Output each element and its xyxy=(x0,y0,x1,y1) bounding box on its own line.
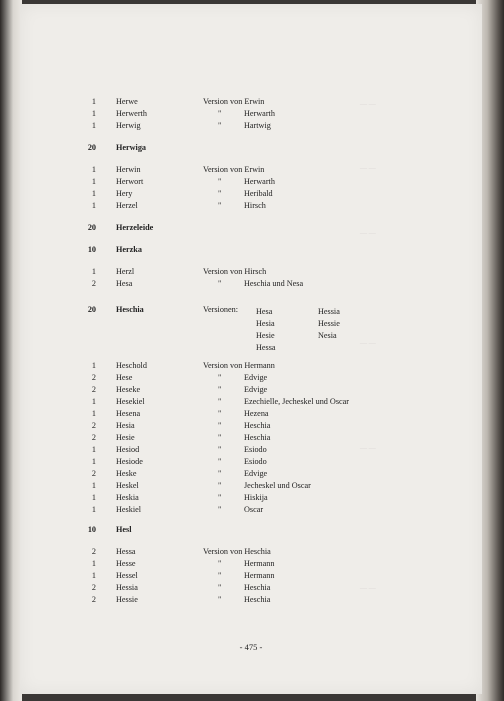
related-name: Heribald xyxy=(244,189,273,198)
related-name: Esiodo xyxy=(244,445,267,454)
ditto-mark: " xyxy=(218,421,222,430)
version-name: Nesia xyxy=(318,331,337,340)
entry-name: Herzeleide xyxy=(116,223,154,232)
entry-name: Hesiod xyxy=(116,445,140,454)
related-name: Hermann xyxy=(244,571,275,580)
related-name: Edvige xyxy=(244,469,268,478)
related-name: Hermann xyxy=(244,559,275,568)
frequency-number: 2 xyxy=(91,373,96,382)
ditto-mark: " xyxy=(218,189,222,198)
entry-name: Hessia xyxy=(116,583,138,592)
frequency-number: 10 xyxy=(87,245,96,254)
entry-name: Hesiode xyxy=(116,457,143,466)
entry-name: Herwig xyxy=(116,121,141,130)
version-note: Versionen: xyxy=(203,305,239,314)
related-name: Heschia xyxy=(244,583,271,592)
ditto-mark: " xyxy=(218,373,222,382)
entry-name: Herwiga xyxy=(116,143,147,152)
ditto-mark: " xyxy=(218,201,222,210)
version-note: Version von Hermann xyxy=(203,361,275,370)
ditto-mark: " xyxy=(218,409,222,418)
entry-name: Heschia xyxy=(116,305,144,314)
frequency-number: 20 xyxy=(87,223,96,232)
version-note: Version von Erwin xyxy=(203,97,265,106)
entry-name: Herwerth xyxy=(116,109,147,118)
entry-name: Heske xyxy=(116,469,137,478)
related-name: Esiodo xyxy=(244,457,267,466)
ditto-mark: " xyxy=(218,469,222,478)
entry-name: Hese xyxy=(116,373,133,382)
entry-name: Hesie xyxy=(116,433,135,442)
frequency-number: 10 xyxy=(87,525,96,534)
related-name: Heschia xyxy=(244,421,271,430)
frequency-number: 2 xyxy=(91,547,96,556)
book-page: — — — — — — — — — — — — 1 Herwe Version von Erwin 1 Herwerth " Herwarth 1 Herwig " Hartwig 20 Herwiga 1 Herwin Version von Erwin 1 Herwort " Herwarth 1 Hery " Heribald 1 Herzel " Hirsch 20 Herzeleide 10 Herzka 1 Herzl Version von Hirsch 2 Hesa " Heschia und Nesa 20 Heschia Versionen: 1 Heschold Version von Hermann 2 Hese " Edvige 2 Heseke " Edvige 1 Hesekiel " Ezechielle, Jecheskel und Oscar 1 Hesena " Hezena 2 Hesia " Heschia 2 Hesie " Heschia 1 Hesiod " Esiodo 1 Hesiode " Esiodo 2 Heske " Edvige 1 Heskel " Jecheskel und Oscar 1 Heskia " Hiskija 1 Heskiel " Oscar 10 Hesl 2 Hessa Version von Heschia 1 Hesse " Hermann 1 Hessel " Hermann 2 Hessia " Heschia 2 Hessie " Heschia Hesa Hessia Hesia Hessie Hesie Nesia Hessa - 475 - xyxy=(20,4,482,694)
frequency-number: 20 xyxy=(87,305,96,314)
entry-name: Hesl xyxy=(116,525,132,534)
ditto-mark: " xyxy=(218,583,222,592)
version-note: Version von Hirsch xyxy=(203,267,267,276)
entry-name: Hessel xyxy=(116,571,138,580)
frequency-number: 2 xyxy=(91,583,96,592)
version-name: Hesa xyxy=(256,307,273,316)
entry-name: Heseke xyxy=(116,385,141,394)
frequency-number: 1 xyxy=(91,97,96,106)
entry-name: Herzka xyxy=(116,245,142,254)
ditto-mark: " xyxy=(218,559,222,568)
related-name: Heschia und Nesa xyxy=(244,279,304,288)
related-name: Edvige xyxy=(244,373,268,382)
ditto-mark: " xyxy=(218,433,222,442)
frequency-number: 1 xyxy=(91,505,96,514)
ditto-mark: " xyxy=(218,397,222,406)
version-name: Hessa xyxy=(256,343,276,352)
frequency-number: 20 xyxy=(87,143,96,152)
related-name: Hartwig xyxy=(244,121,271,130)
ditto-mark: " xyxy=(218,595,222,604)
entry-name: Herzel xyxy=(116,201,138,210)
entry-name: Hesena xyxy=(116,409,141,418)
entry-name: Herwe xyxy=(116,97,138,106)
version-note: Version von Erwin xyxy=(203,165,265,174)
related-name: Hiskija xyxy=(244,493,268,502)
related-name: Herwarth xyxy=(244,177,275,186)
frequency-number: 2 xyxy=(91,421,96,430)
related-name: Heschia xyxy=(244,433,271,442)
frequency-number: 1 xyxy=(91,397,96,406)
frequency-number: 1 xyxy=(91,361,96,370)
ditto-mark: " xyxy=(218,109,222,118)
frequency-number: 1 xyxy=(91,481,96,490)
frequency-number: 1 xyxy=(91,189,96,198)
frequency-number: 1 xyxy=(91,121,96,130)
entry-name: Hesekiel xyxy=(116,397,145,406)
entry-name: Heskel xyxy=(116,481,139,490)
version-name: Hesia xyxy=(256,319,275,328)
ditto-mark: " xyxy=(218,121,222,130)
related-name: Heschia xyxy=(244,595,271,604)
page-number: - 475 - xyxy=(239,642,263,652)
entry-name: Hesia xyxy=(116,421,135,430)
entry-name: Heskia xyxy=(116,493,139,502)
related-name: Jecheskel und Oscar xyxy=(244,481,311,490)
frequency-number: 1 xyxy=(91,201,96,210)
frequency-number: 1 xyxy=(91,409,96,418)
version-name: Hesie xyxy=(256,331,275,340)
frequency-number: 2 xyxy=(91,595,96,604)
ditto-mark: " xyxy=(218,481,222,490)
ditto-mark: " xyxy=(218,279,222,288)
frequency-number: 1 xyxy=(91,571,96,580)
frequency-number: 1 xyxy=(91,559,96,568)
frequency-number: 2 xyxy=(91,385,96,394)
entry-name: Hery xyxy=(116,189,133,198)
related-name: Ezechielle, Jecheskel und Oscar xyxy=(244,397,350,406)
entry-name: Hessa xyxy=(116,547,136,556)
frequency-number: 1 xyxy=(91,493,96,502)
frequency-number: 1 xyxy=(91,445,96,454)
frequency-number: 2 xyxy=(91,279,96,288)
version-name: Hessie xyxy=(318,319,340,328)
ditto-mark: " xyxy=(218,385,222,394)
entry-name: Herzl xyxy=(116,267,135,276)
related-name: Herwarth xyxy=(244,109,275,118)
version-name: Hessia xyxy=(318,307,340,316)
ditto-mark: " xyxy=(218,177,222,186)
frequency-number: 2 xyxy=(91,469,96,478)
entry-name: Hesse xyxy=(116,559,136,568)
related-name: Hezena xyxy=(244,409,269,418)
related-name: Oscar xyxy=(244,505,264,514)
entry-name: Hessie xyxy=(116,595,138,604)
frequency-number: 1 xyxy=(91,267,96,276)
entry-name: Herwort xyxy=(116,177,144,186)
version-note: Version von Heschia xyxy=(203,547,271,556)
entry-name: Herwin xyxy=(116,165,141,174)
related-name: Edvige xyxy=(244,385,268,394)
entry-name: Heschold xyxy=(116,361,147,370)
related-name: Hirsch xyxy=(244,201,266,210)
frequency-number: 1 xyxy=(91,165,96,174)
frequency-number: 1 xyxy=(91,109,96,118)
ditto-mark: " xyxy=(218,445,222,454)
ditto-mark: " xyxy=(218,457,222,466)
entry-name: Heskiel xyxy=(116,505,142,514)
frequency-number: 1 xyxy=(91,177,96,186)
ditto-mark: " xyxy=(218,571,222,580)
frequency-number: 1 xyxy=(91,457,96,466)
entry-name: Hesa xyxy=(116,279,133,288)
ditto-mark: " xyxy=(218,505,222,514)
book-spine-shadow xyxy=(0,0,22,701)
ditto-mark: " xyxy=(218,493,222,502)
frequency-number: 2 xyxy=(91,433,96,442)
